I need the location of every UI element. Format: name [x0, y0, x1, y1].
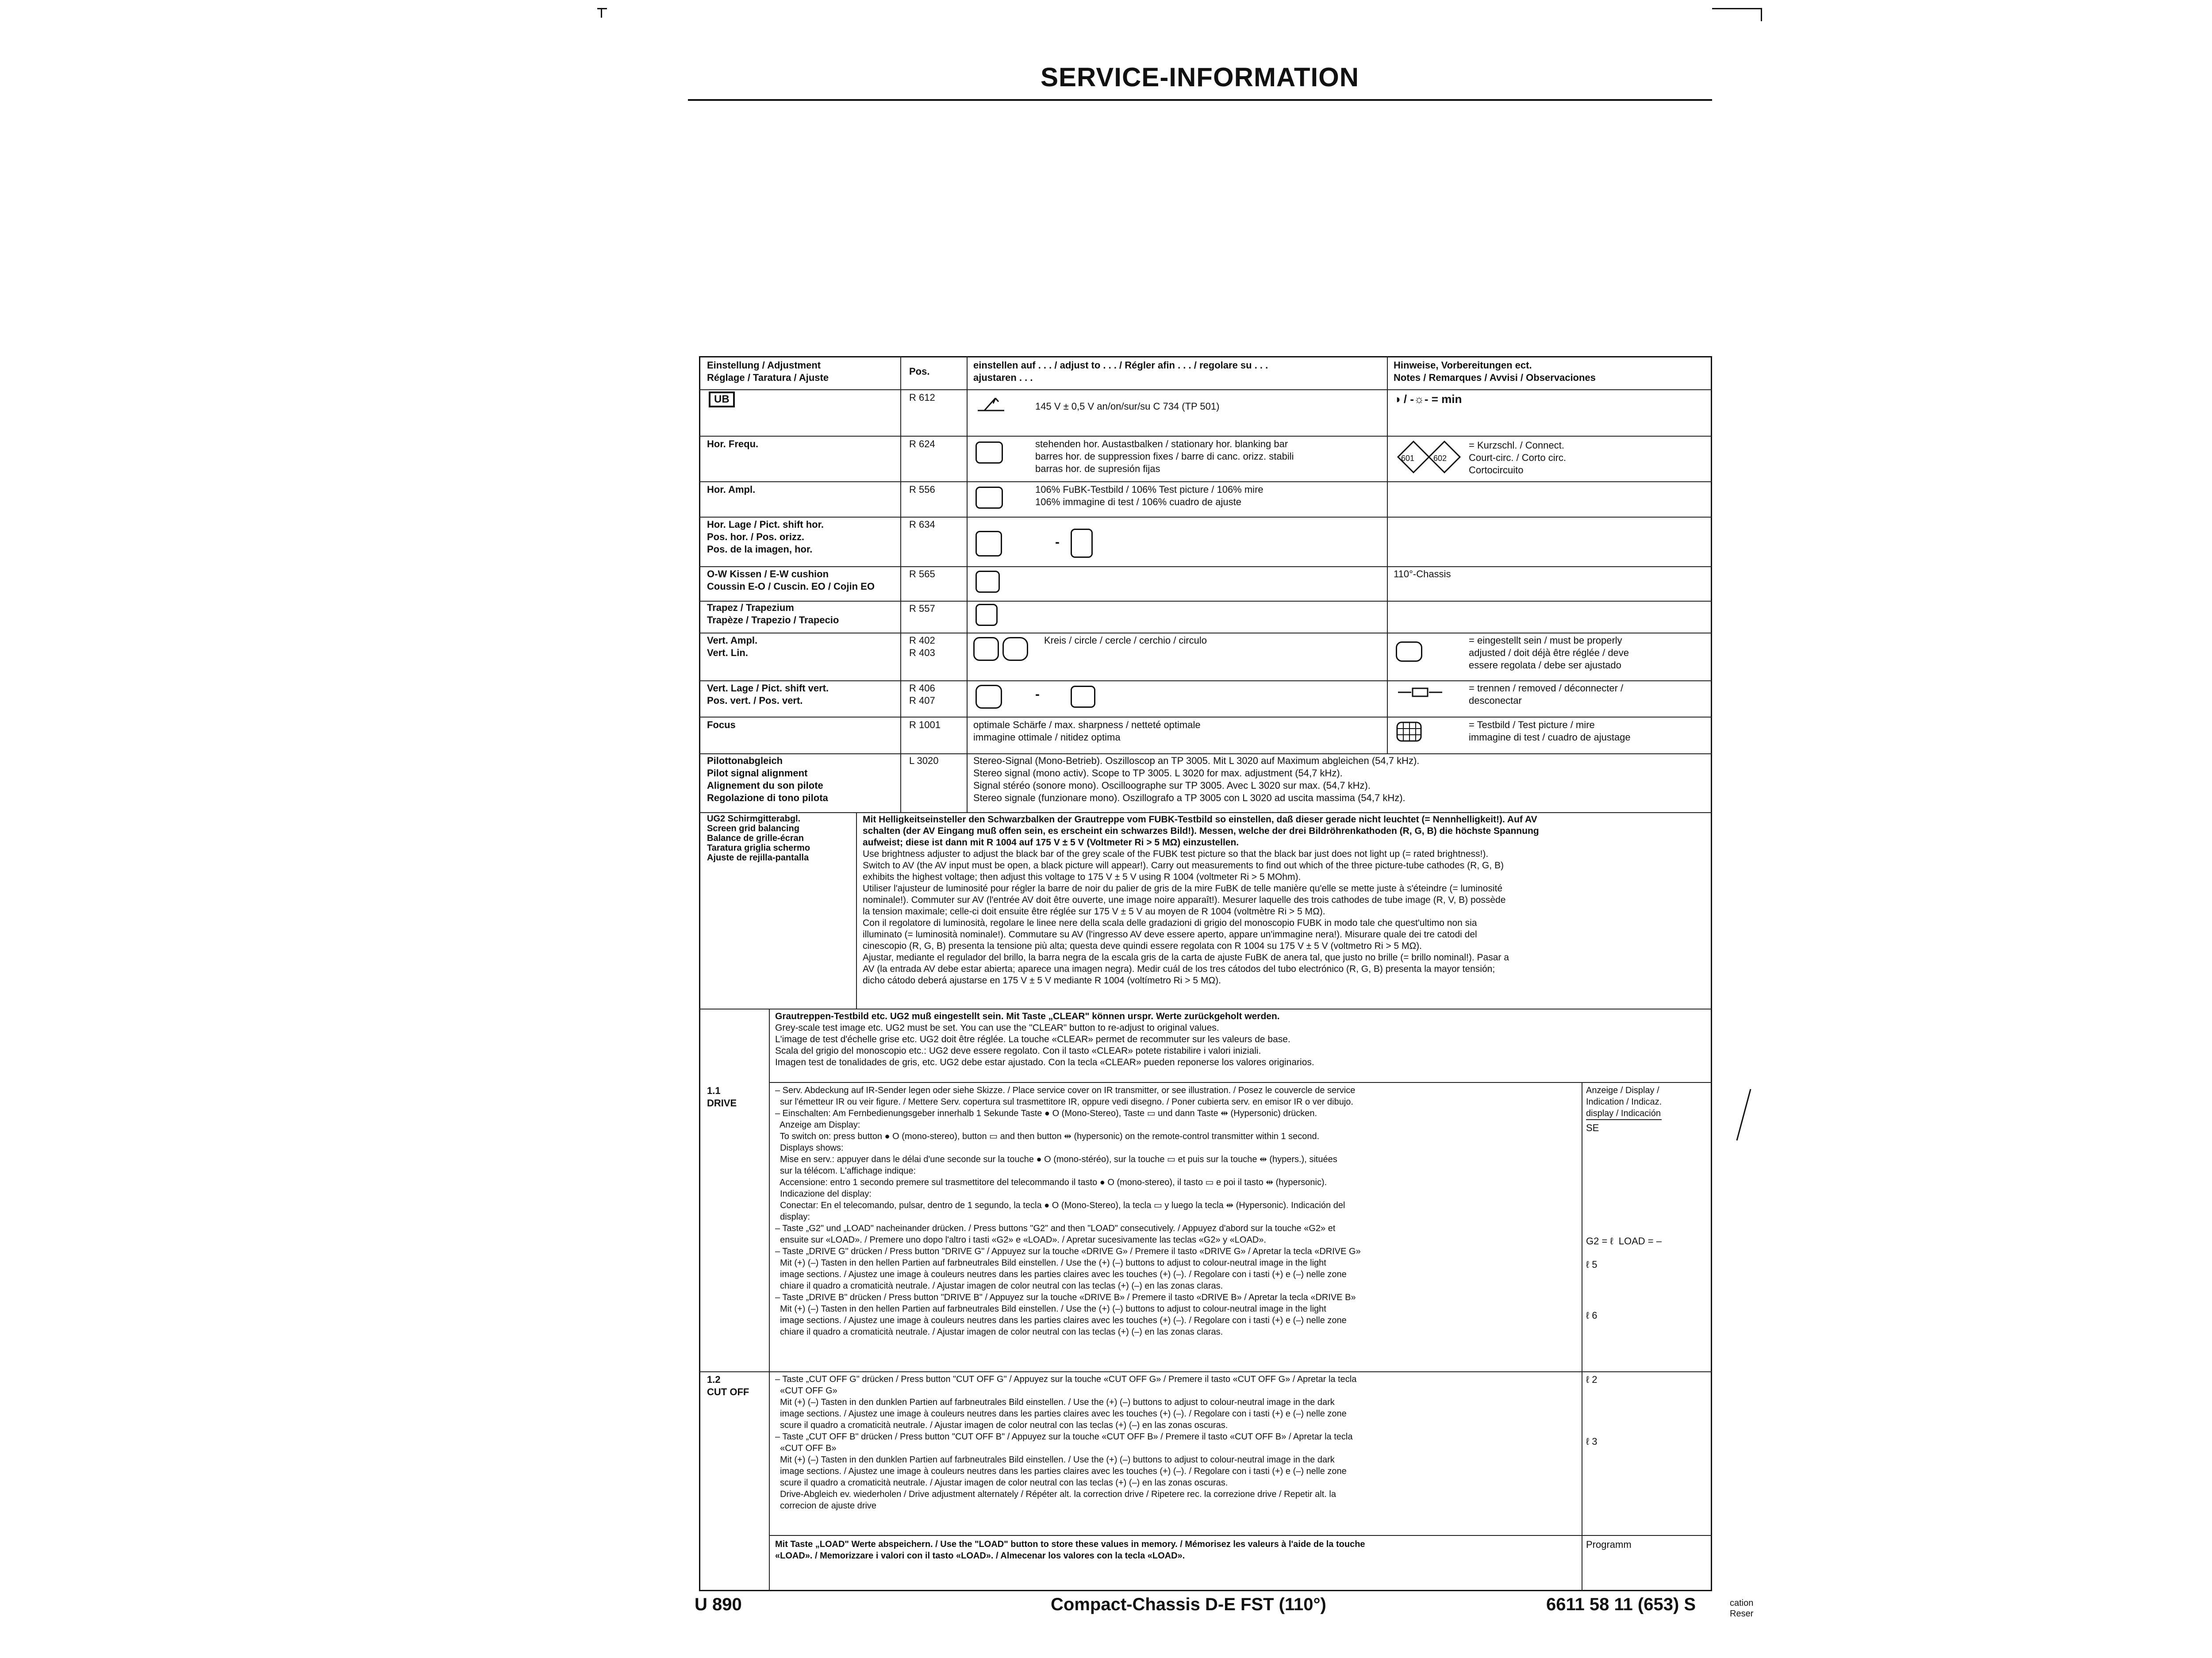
- row-name: O-W Kissen / E-W cushion Coussin E-O / Cuscin. EO / Cojin EO: [707, 568, 875, 592]
- circle-test-icon: [1002, 637, 1028, 661]
- header-notes: Hinweise, Vorbereitungen ect. Notes / Remarques / Avvisi / Observaciones: [1394, 360, 1596, 383]
- picture-shift-icon: [975, 531, 1002, 557]
- row-value: 145 V ± 0,5 V an/on/sur/su C 734 (TP 501): [1035, 401, 1220, 412]
- row-pos: R 612: [909, 392, 935, 403]
- row-name: Vert. Lage / Pict. shift vert. Pos. vert. / Pos. vert.: [707, 683, 829, 706]
- row-divider: [769, 1535, 1712, 1536]
- test-picture-note: = Testbild / Test picture / mire immagine di test / cuadro de ajustage: [1469, 719, 1631, 743]
- chassis-note: 110°-Chassis: [1394, 568, 1451, 580]
- display-header: Anzeige / Display / Indication / Indicaz. display / Indicación: [1586, 1085, 1662, 1120]
- store-text: Mit Taste „LOAD" Werte abspeichern. / Use the "LOAD" button to store these values in memory. / Mémorisez les valeurs à l'aide de la touche «LOAD». / Memorizzare i valori con il tasto «LOAD». / Almecenar los valores con la tecla «LOAD».: [775, 1539, 1365, 1561]
- vertical-amplitude-icon: [973, 637, 999, 661]
- store-display: Programm: [1586, 1539, 1632, 1550]
- row-divider: [699, 717, 1712, 718]
- row-divider: [699, 812, 1712, 813]
- row-divider: [699, 1371, 1712, 1372]
- test-picture-icon: [1396, 721, 1422, 742]
- screen-grid-label: UG2 Schirmgitterabgl. Screen grid balancing Balance de grille-écran Taratura griglia schermo Ajuste de rejilla-pantalla: [707, 814, 810, 863]
- display-value: SE: [1586, 1122, 1599, 1133]
- title-rule: [688, 99, 1712, 101]
- model-number: U 890: [695, 1595, 742, 1614]
- row-divider: [699, 481, 1712, 482]
- row-divider: [699, 436, 1712, 437]
- equals-dash: -: [1055, 535, 1060, 549]
- row-value: stehenden hor. Austastbalken / stationary hor. blanking bar barres hor. de suppression fixes / barre di canc. orizz. stabili barras hor. de supresión fijas: [1035, 438, 1294, 474]
- row-pos: R 634: [909, 519, 935, 530]
- row-name: Hor. Frequ.: [707, 438, 759, 449]
- screen-grid-text: Use brightness adjuster to adjust the black bar of the grey scale of the FUBK test picture so that the black bar just does not light up (= rated brightness!). Switch to AV (the AV input must be open, a black picture will appear!). Carry out measurements to find out which of the three picture-tube cathodes (R, G, B) exhibits the highest voltage; then adjust this voltage to 175 V ± 5 V using R 1004 (voltmeter Ri > 5 MOhm). Utiliser l'ajusteur de luminosité pour régler la barre de noir du palier de gris de la mire FuBK de telle manière qu'elle se mette juste à s'éteindre (= luminosité nominale!). Commuter sur AV (l'entrée AV doit être ouverte, une image noire apparaît!). Mesurer laquelle des trois cathodes de tube image (R, V, B) possède la tension maximale; celle-ci doit ensuite être réglée sur 175 V ± 5 V au moyen de R 1004 (voltmètre Ri > 5 MΩ). Con il regolatore di luminosità, regolare le linee nere della scala delle gradazioni di grigio del monoscopio FUBK in modo tale che quest'ultimo non sia illuminato (= luminosità nominale!). Commutare su AV (l'ingresso AV deve essere aperto, appare un'immagine nera!). Misurare quale dei tre catodi del cinescopio (R, G, B) presenta la tensione più alta; questa deve quindi essere regolata con R 1004 su 175 V ± 5 V (voltmetro Ri > 5 MΩ). Ajustar, mediante el regulador del brillo, la barra negra de la escala gris de la carta de ajuste FuBK de anera tal, que justo no brille (= brillo nominal!). Pasar a AV (la entrada AV debe estar abierta; aparece una imagen negra). Medir cuál de los tres cátodos del tubo electrónico (R, G, B) presenta la mayor tensión; dicho cátodo deberá ajustarse en 175 V ± 5 V mediante R 1004 (voltímetro Ri > 5 MΩ).: [863, 849, 1509, 986]
- greyscale-text: Grey-scale test image etc. UG2 must be set. You can use the "CLEAR" button to re-adjust to original values. L'image de test d'échelle grise etc. UG2 doit être réglée. La touche «CLEAR» permet de recommuter sur les valeurs de base. Scala del grigio del monoscopio etc.: UG2 deve essere regolato. Con il tasto «CLEAR» potete ristabilire i valori iniziali. Imagen test de tonalidades de gris, etc. UG2 debe estar ajustado. Con la tecla «CLEAR» pueden reponerse los valores originarios.: [775, 1023, 1314, 1067]
- display-value: ℓ 6: [1586, 1310, 1598, 1321]
- scan-mark: [1736, 1089, 1751, 1141]
- row-name: Focus: [707, 719, 736, 730]
- column-divider: [769, 1009, 770, 1591]
- pincushion-icon: [975, 571, 1000, 593]
- cutoff-label: 1.2 CUT OFF: [707, 1374, 749, 1397]
- row-value: Kreis / circle / cercle / cerchio / circulo: [1044, 635, 1207, 646]
- equals-dash: -: [1035, 687, 1040, 702]
- short-circuit-note: = Kurzschl. / Connect. Court-circ. / Corto circ. Cortocircuito: [1469, 440, 1567, 476]
- display-value: ℓ 5: [1586, 1259, 1598, 1270]
- row-value: Stereo-Signal (Mono-Betrieb). Oszilloscop an TP 3005. Mit L 3020 auf Maximum abgleichen (54,7 kHz). Stereo signal (mono activ). Scope to TP 3005. L 3020 for max. adjustment (54,7 kHz). Signal stéréo (sonore mono). Oscilloographe sur TP 3005. Avec L 3020 sur max. (54,7 kHz). Stereo signale (funzionare mono). Oszillografo a TP 3005 con L 3020 ad uscita massima (54,7 kHz).: [973, 755, 1420, 803]
- width-icon: [975, 487, 1003, 509]
- adjusted-note: = eingestellt sein / must be properly adjusted / doit déjà être réglée / deve essere regolata / debe ser ajustado: [1469, 635, 1629, 671]
- row-pos: R 402 R 403: [909, 635, 935, 658]
- row-pos: R 556: [909, 484, 935, 495]
- column-divider: [856, 812, 857, 1009]
- row-divider: [699, 680, 1712, 681]
- row-pos: R 624: [909, 438, 935, 449]
- row-pos: R 1001: [909, 719, 941, 730]
- removed-icon: [1396, 686, 1444, 699]
- shifted-picture-icon: [1071, 529, 1093, 558]
- trapezium-icon: [975, 604, 998, 626]
- vertical-shift-icon: [975, 685, 1002, 709]
- cutoff-text: – Taste „CUT OFF G" drücken / Press button "CUT OFF G" / Appuyez sur la touche «CUT OFF G» / Premere il tasto «CUT OFF G» / Apretar la tecla «CUT OFF G» Mit (+) (–) Tasten in den dunklen Partien auf farbneutrales Bild einstellen. / Use the (+) (–) buttons to adjust to colour-neutral image in the dark image sections. / Ajustez une image à couleurs neutres dans les parties claires avec les touches (+) (–). / Regolare con i tasti (+) e (–) nelle zone scure il quadro a cromaticità neutrale. / Ajustar imagen de color neutral con las teclas (+) (–) en las zonas oscuras. – Taste „CUT OFF B" drücken / Press button "CUT OFF B" / Appuyez sur la touche «CUT OFF B» / Premere il tasto «CUT OFF B» / Apretar la tecla «CUT OFF B» Mit (+) (–) Tasten in den dunklen Partien auf farbneutrales Bild einstellen. / Use the (+) (–) buttons to adjust to colour-neutral image in the dark image sections. / Ajustez une image à couleurs neutres dans les parties claires avec les touches (+) (–). / Regolare con i tasti (+) e (–) nelle zone scure il quadro a cromaticità neutrale. / Ajustar imagen de color neutral con las teclas (+) (–) en las zonas oscuras. Drive-Abgleich ev. wiederholen / Drive adjustment alternately / Répéter alt. la correction drive / Ripetere rec. la correzione drive / Repetir alt. la correcion de ajuste drive: [775, 1374, 1357, 1511]
- scan-mark: [1712, 8, 1761, 9]
- row-pos: R 565: [909, 568, 935, 580]
- voltmeter-icon: [975, 394, 1006, 414]
- row-pos: L 3020: [909, 755, 939, 766]
- row-pos: R 406 R 407: [909, 683, 935, 706]
- display-value: ℓ 2: [1586, 1374, 1598, 1385]
- brightness-contrast-note: ◑ / -☼- = min: [1394, 392, 1462, 406]
- adjusted-picture-icon: [1396, 641, 1422, 662]
- blanking-bar-icon: [975, 441, 1003, 464]
- connector-label-601: 601: [1401, 454, 1415, 463]
- edge-text: cation Reser: [1730, 1598, 1754, 1619]
- row-name: Trapez / Trapezium Trapèze / Trapezio / Trapecio: [707, 602, 839, 626]
- chassis-name: Compact-Chassis D-E FST (110°): [1051, 1595, 1326, 1614]
- display-value: G2 = ℓ LOAD = –: [1586, 1236, 1662, 1247]
- removed-note: = trennen / removed / déconnecter / desconectar: [1469, 683, 1624, 706]
- screen-grid-text-bold: Mit Helligkeitseinsteller den Schwarzbalken der Grautreppe vom FUBK-Testbild so einstellen, daß dieser gerade nicht leuchtet (= Nennhelligkeit!). Auf AV schalten (der AV Eingang muß offen sein, es erscheint ein schwarzes Bild!). Messen, welche der drei Bildröhrenkathoden (R, G, B) die höchste Spannung aufweist; diese ist dann mit R 1004 auf 175 V ± 5 V (Voltmeter Ri > 5 MΩ) einzustellen.: [863, 814, 1539, 848]
- row-value: 106% FuBK-Testbild / 106% Test picture / 106% mire 106% immagine di test / 106% cuadro de ajuste: [1035, 484, 1263, 507]
- header-adjustment: Einstellung / Adjustment Réglage / Taratura / Ajuste: [707, 360, 829, 383]
- page-title: SERVICE-INFORMATION: [1041, 62, 1359, 92]
- scan-mark: [597, 8, 607, 9]
- scan-mark: [601, 8, 602, 18]
- connector-label-602: 602: [1433, 454, 1447, 463]
- row-name: Pilottonabgleich Pilot signal alignment Alignement du son pilote Regolazione di tono pilota: [707, 755, 828, 803]
- greyscale-bold: Grautreppen-Testbild etc. UG2 muß eingestellt sein. Mit Taste „CLEAR" können urspr. Werte zurückgeholt werden.: [775, 1011, 1280, 1021]
- row-divider: [699, 566, 1712, 567]
- header-position: Pos.: [909, 366, 930, 377]
- row-pos: R 557: [909, 603, 935, 614]
- drive-text: – Serv. Abdeckung auf IR-Sender legen oder siehe Skizze. / Place service cover on IR transmitter, or see illustration. / Posez le couvercle de service sur l'émetteur IR ou veir figure. / Mettere Serv. copertura sul trasmettitore IR, oppure vedi disegno. / Poner cubierta serv. en emisor IR o ver dibujo. – Einschalten: Am Fernbedienungsgeber innerhalb 1 Sekunde Taste ● O (Mono-Stereo), Taste ▭ und dann Taste ⇹ (Hypersonic) drücken. Anzeige am Display: To switch on: press button ● O (mono-stereo), button ▭ and then button ⇹ (hypersonic) on the remote-control transmitter within 1 second. Displays shows: Mise en serv.: appuyer dans le délai d'une seconde sur la touche ● O (mono-stéréo), sur la touche ▭ et puis sur la touche ⇹ (hypers.), situées sur la télécom. L'affichage indique: Accensione: entro 1 secondo premere sul trasmettitore del telecommando il tasto ● O (mono-stereo), il tasto ▭ e poi il tasto ⇹ (hypersonic). Indicazione del display: Conectar: En el telecomando, pulsar, dentro de 1 segundo, la tecla ● O (Mono-Stereo), la tecla ▭ y luego la tecla ⇹ (Hypersonic). Indicación del display: – Taste „G2" und „LOAD" nacheinander drücken. / Press buttons "G2" and then "LOAD" consecutively. / Appuyez d'abord sur la touche «G2» et ensuite sur «LOAD». / Premere uno dopo l'altro i tasti «G2» e «LOAD». / Apretar sucesivamente las teclas «G2» y «LOAD». – Taste „DRIVE G" drücken / Press button "DRIVE G" / Appuyez sur la touche «DRIVE G» / Premere il tasto «DRIVE G» / Apretar la tecla «DRIVE G» Mit (+) (–) Tasten in den hellen Partien auf farbneutrales Bild einstellen. / Use the (+) (–) buttons to adjust to colour-neutral image in the light image sections. / Ajustez une image à couleurs neutres dans les parties claires avec les touches (+) (–). / Regolare con i tasti (+) e (–) nelle zone chiare il quadro a cromaticità neutrale. / Ajustar imagen de color neutral con las teclas (+) (–) en las zonas claras. – Taste „DRIVE B" drücken / Press button "DRIVE B" / Appuyez sur la touche «DRIVE B» / Premere il tasto «DRIVE B» / Apretar la tecla «DRIVE B» Mit (+) (–) Tasten in den hellen Partien auf farbneutrales Bild einstellen. / Use the (+) (–) buttons to adjust to colour-neutral image in the light image sections. / Ajustez une image à couleurs neutres dans les parties claires avec les touches (+) (–). / Regolare con i tasti (+) e (–) nelle zone chiare il quadro a cromaticità neutrale. / Ajustar imagen de color neutral con las teclas (+) (–) en las zonas claras.: [775, 1086, 1361, 1337]
- row-divider: [699, 601, 1712, 602]
- row-divider: [699, 753, 1712, 754]
- display-value: ℓ 3: [1586, 1436, 1598, 1447]
- row-divider: [699, 517, 1712, 518]
- row-name: Hor. Ampl.: [707, 484, 756, 495]
- row-name: Hor. Lage / Pict. shift hor. Pos. hor. / Pos. orizz. Pos. de la imagen, hor.: [707, 519, 824, 555]
- shifted-vertical-icon: [1071, 686, 1095, 708]
- column-divider: [967, 356, 968, 812]
- drive-label: 1.1 DRIVE: [707, 1085, 737, 1109]
- column-divider: [1387, 356, 1388, 753]
- row-name: Vert. Ampl. Vert. Lin.: [707, 635, 758, 658]
- column-divider: [900, 356, 901, 812]
- scan-mark: [1761, 8, 1762, 21]
- row-value: optimale Schärfe / max. sharpness / netteté optimale immagine ottimale / nitidez optima: [973, 719, 1201, 743]
- row-divider: [769, 1082, 1712, 1083]
- header-adjust-to: einstellen auf . . . / adjust to . . . / Régler afin . . . / regolare su . . . ajustaren . . .: [973, 360, 1268, 383]
- row-divider: [699, 389, 1712, 390]
- document-number: 6611 58 11 (653) S: [1546, 1595, 1696, 1614]
- ub-symbol: UB: [709, 391, 735, 407]
